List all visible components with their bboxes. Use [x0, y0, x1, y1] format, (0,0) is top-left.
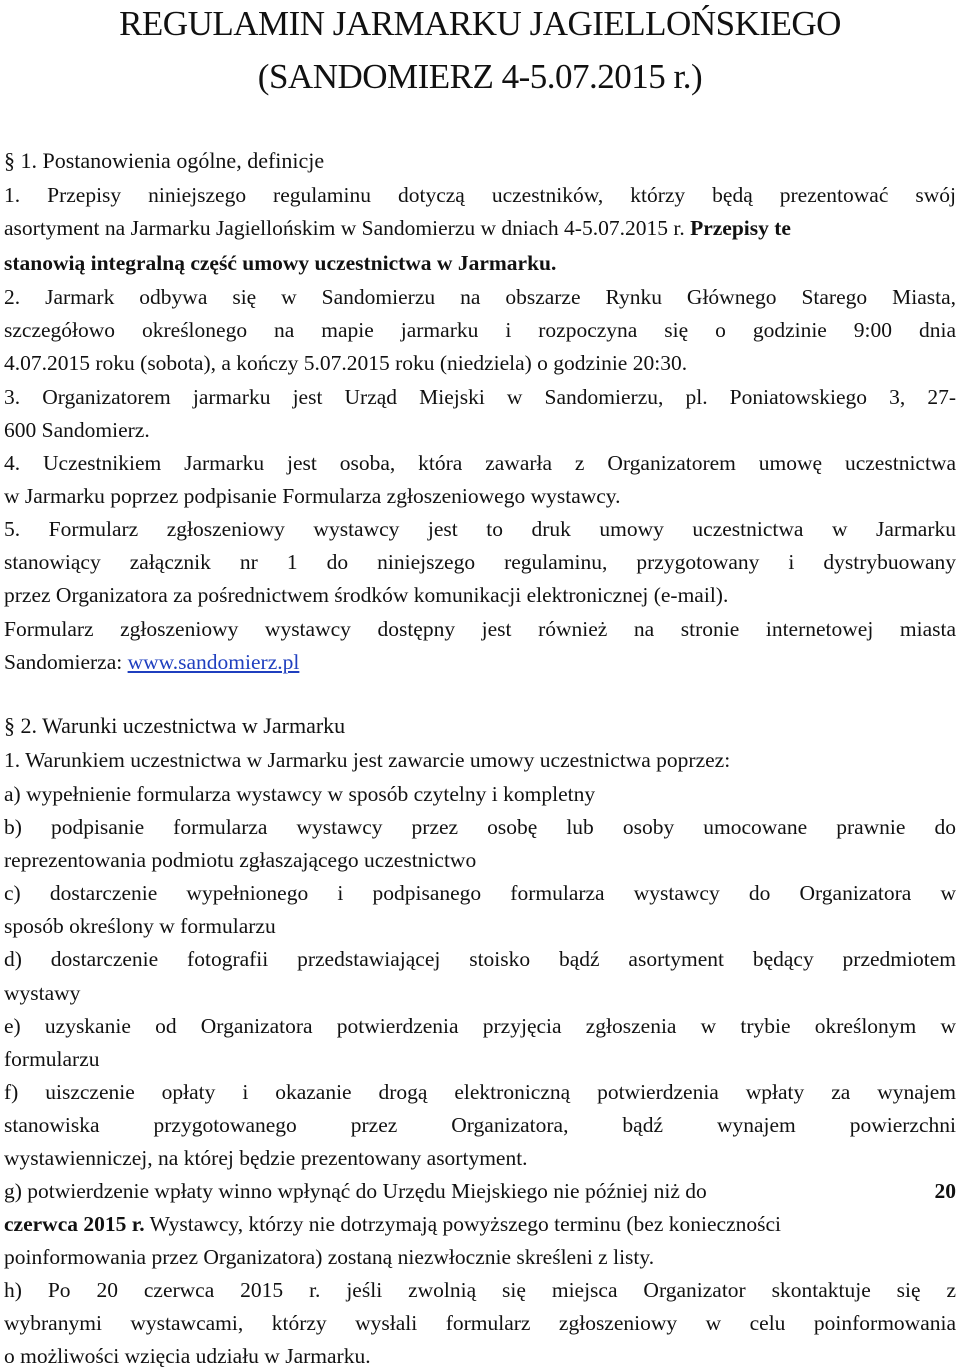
s1-p2-line3: 4.07.2015 roku (sobota), a kończy 5.07.2015 roku (niedziela) o godzinie 20:30.: [4, 351, 688, 375]
s1-p1-line2-text: asortyment na Jarmarku Jagiellońskim w Sandomierzu w dniach 4-5.07.2015 r.: [4, 216, 691, 240]
s1-p5-line5: [4, 649, 956, 675]
s2-item-h-line3: o możliwości wzięcia udziału w Jarmarku.: [4, 1344, 371, 1368]
s2-item-e-line1: e) uzyskanie od Organizatora potwierdzenia przyjęcia zgłoszenia w trybie określonym w: [4, 1014, 956, 1038]
s1-p3-line1: 3. Organizatorem jarmarku jest Urząd Miejski w Sandomierzu, pl. Poniatowskiego 3, 27-: [4, 385, 956, 409]
s1-p5-line3: przez Organizatora za pośrednictwem środków komunikacji elektronicznej (e-mail).: [4, 583, 729, 607]
s1-p1-line1: 1. Przepisy niniejszego regulaminu dotyczą uczestników, którzy będą prezentować swój: [4, 183, 956, 207]
sandomierz-website-link[interactable]: www.sandomierz.pl: [127, 650, 300, 674]
s2-item-e-line2: formularzu: [4, 1047, 100, 1071]
s1-p3-line2: 600 Sandomierz.: [4, 418, 150, 442]
s2-item-d-line2: wystawy: [4, 981, 81, 1005]
section1-heading: § 1. Postanowienia ogólne, definicje: [4, 148, 325, 173]
document-title-line1: REGULAMIN JARMARKU JAGIELLOŃSKIEGO: [119, 4, 841, 43]
section2-heading: § 2. Warunki uczestnictwa w Jarmarku: [4, 713, 346, 738]
s2-item-g-line2-text: Wystawcy, którzy nie dotrzymają powyższego terminu (bez konieczności: [144, 1212, 782, 1236]
s1-p5-line4: Formularz zgłoszeniowy wystawcy dostępny jest również na stronie internetowej miasta: [4, 617, 956, 641]
s2-item-h-line2: wybranymi wystawcami, którzy wysłali formularz zgłoszeniowy w celu poinformowania: [4, 1311, 956, 1335]
s2-item-g-line1: [4, 1178, 956, 1204]
s2-item-h-line1: h) Po 20 czerwca 2015 r. jeśli zwolnią się miejsca Organizator skontaktuje się z: [4, 1278, 956, 1302]
s2-item-b-line2: reprezentowania podmiotu zgłaszającego uczestnictwo: [4, 848, 477, 872]
s1-p1-line3: stanowią integralną część umowy uczestnictwa w Jarmarku.: [4, 251, 557, 275]
s1-p5-line2: stanowiący załącznik nr 1 do niniejszego regulaminu, przygotowany i dystrybuowany: [4, 550, 956, 574]
s1-p5-line1: 5. Formularz zgłoszeniowy wystawcy jest to druk umowy uczestnictwa w Jarmarku: [4, 517, 956, 541]
s2-item-f-line3: wystawienniczej, na której będzie prezentowany asortyment.: [4, 1146, 528, 1170]
s2-item-g-line1-text: g) potwierdzenie wpłaty winno wpłynąć do Urzędu Miejskiego nie później niż do: [4, 1179, 707, 1203]
s2-item-g-line2: [4, 1211, 956, 1237]
s1-p1-line2-bold: Przepisy te: [690, 216, 791, 240]
s2-item-a: a) wypełnienie formularza wystawcy w sposób czytelny i kompletny: [4, 782, 596, 806]
s1-p4-line2: w Jarmarku poprzez podpisanie Formularza zgłoszeniowego wystawcy.: [4, 484, 621, 508]
s2-item-f-line1: f) uiszczenie opłaty i okazanie drogą elektroniczną potwierdzenia wpłaty za wynajem: [4, 1080, 956, 1104]
s1-p2-line1: 2. Jarmark odbywa się w Sandomierzu na obszarze Rynku Głównego Starego Miasta,: [4, 285, 956, 309]
s2-item-g-line3: poinformowania przez Organizatora) zostaną niezwłocznie skreśleni z listy.: [4, 1245, 655, 1269]
document-title-line2: (SANDOMIERZ 4-5.07.2015 r.): [257, 57, 703, 96]
s2-item-d-line1: d) dostarczenie fotografii przedstawiającej stoisko bądź asortyment będący przedmiotem: [4, 947, 956, 971]
s2-item-c-line1: c) dostarczenie wypełnionego i podpisanego formularza wystawcy do Organizatora w: [4, 881, 956, 905]
s1-p2-line2: szczegółowo określonego na mapie jarmarku i rozpoczyna się o godzinie 9:00 dnia: [4, 318, 956, 342]
s1-p1-line2: [4, 215, 956, 241]
s2-p1: 1. Warunkiem uczestnictwa w Jarmarku jest zawarcie umowy uczestnictwa poprzez:: [4, 748, 731, 772]
s2-item-g-line1-bold: 20: [934, 1179, 956, 1203]
s2-item-b-line1: b) podpisanie formularza wystawcy przez osobę lub osoby umocowane prawnie do: [4, 815, 956, 839]
s2-item-f-line2: stanowiska przygotowanego przez Organizatora, bądź wynajem powierzchni: [4, 1113, 956, 1137]
s1-p4-line1: 4. Uczestnikiem Jarmarku jest osoba, która zawarła z Organizatorem umowę uczestnictwa: [4, 451, 956, 475]
s2-item-c-line2: sposób określony w formularzu: [4, 914, 276, 938]
s1-p5-line5-text: Sandomierza:: [4, 650, 128, 674]
s2-item-g-line2-bold: czerwca 2015 r.: [4, 1212, 145, 1236]
